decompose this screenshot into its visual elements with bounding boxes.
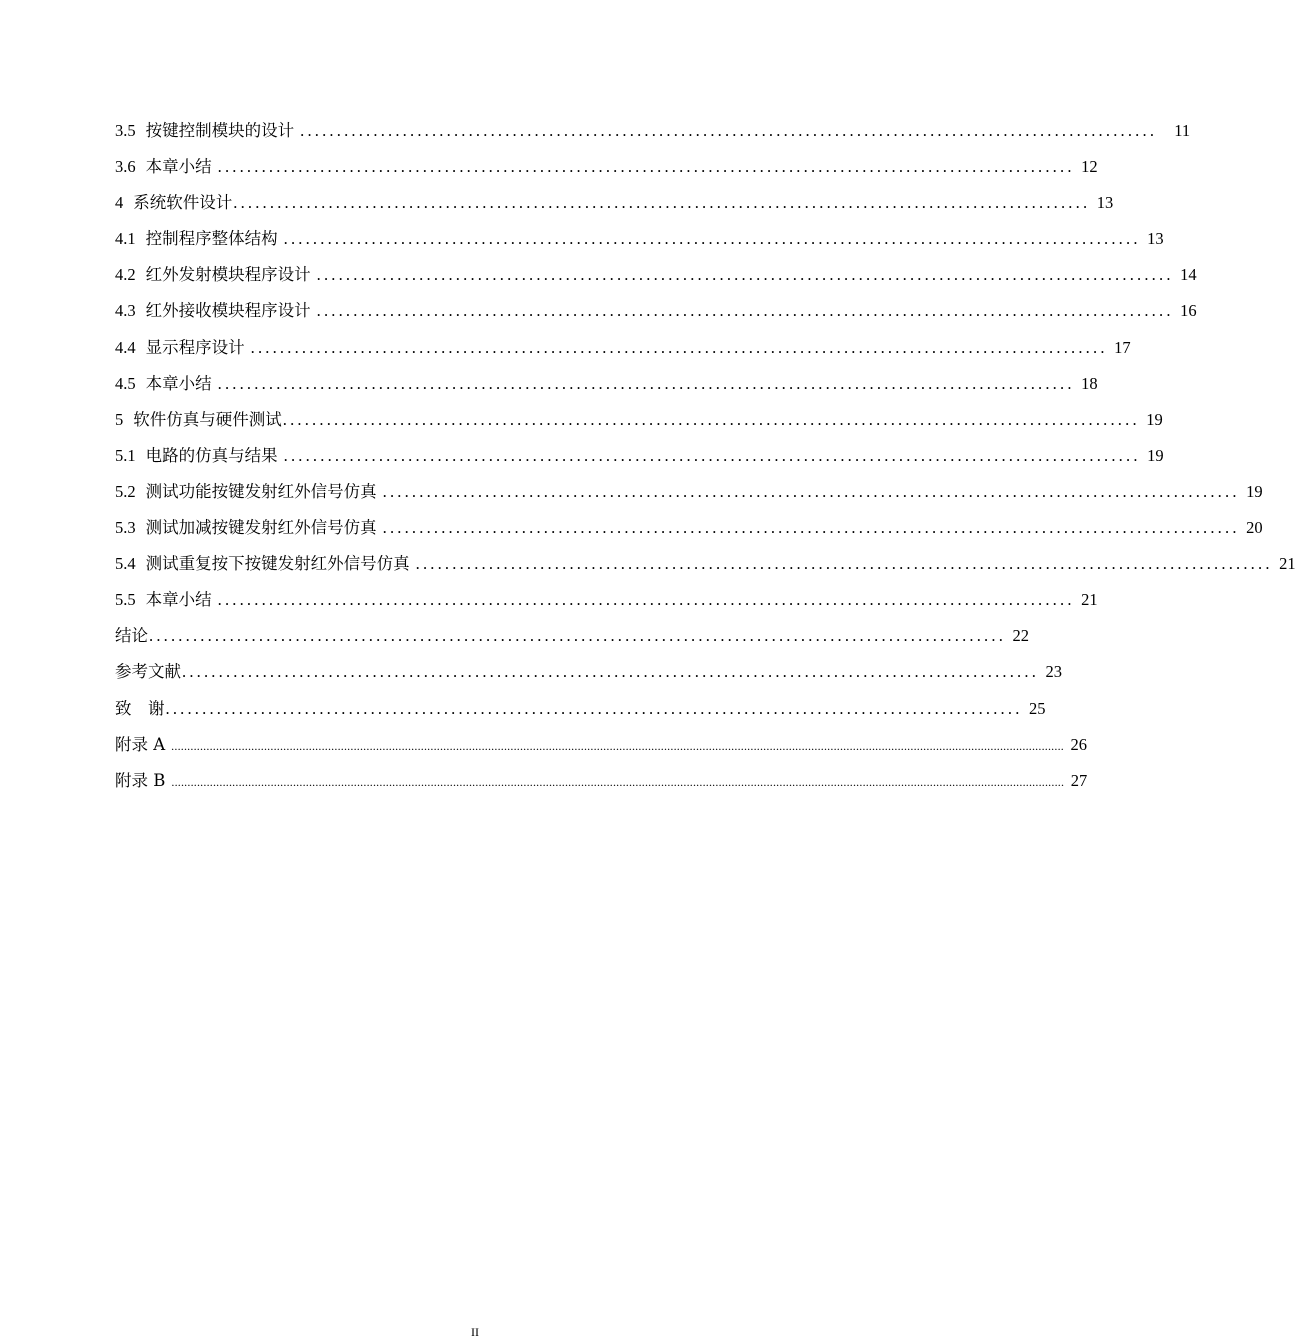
toc-dot-leader: ..................................................................................................................... <box>233 193 1091 213</box>
toc-entry-title: 附录 A <box>115 734 166 754</box>
toc-entry-title: 红外接收模块程序设计 <box>145 301 311 321</box>
toc-entry-number: 5.2 <box>115 481 136 501</box>
toc-entry-number: 5.5 <box>115 590 136 610</box>
toc-entry-page: 25 <box>1029 698 1046 718</box>
toc-entry-title: 本章小结 <box>145 373 212 393</box>
toc-entry-number: 4 <box>115 193 124 213</box>
toc-entry-page: 21 <box>1279 554 1296 574</box>
toc-entry-page: 17 <box>1114 337 1131 357</box>
toc-entry-page: 16 <box>1180 301 1197 321</box>
toc-entry-5-3[interactable] <box>115 515 1263 551</box>
toc-entry-4-1[interactable] <box>115 226 1164 262</box>
toc-entry-title: 结论 <box>115 626 148 646</box>
toc-entry-acknowledgements[interactable] <box>115 696 1046 732</box>
toc-entry-number: 4.1 <box>115 229 136 249</box>
toc-entry-5-1[interactable] <box>115 443 1164 479</box>
toc-entry-3-6[interactable] <box>115 154 1098 190</box>
toc-entry-page: 18 <box>1081 373 1098 393</box>
toc-entry-number: 5.3 <box>115 518 136 538</box>
toc-dot-leader: ..................................................................................................................... <box>300 121 1158 140</box>
toc-entry-number: 4.5 <box>115 373 136 393</box>
toc-dot-leader: ..................................................................................................................... <box>182 662 1040 682</box>
toc-entry-page: 11 <box>1174 121 1191 140</box>
toc-dot-leader: ..................................................................................................................... <box>282 409 1140 429</box>
toc-entry-page: 12 <box>1081 157 1098 177</box>
toc-dot-leader: ..................................................................................................................... <box>217 590 1075 610</box>
toc-dot-leader: ..................................................................................................................... <box>316 265 1174 285</box>
toc-dot-leader: ..................................................................................................................... <box>217 373 1075 393</box>
toc-entry-page: 14 <box>1180 265 1197 285</box>
toc-entry-5-5[interactable] <box>115 587 1098 623</box>
toc-entry-title: 本章小结 <box>145 157 212 177</box>
toc-entry-5-4[interactable] <box>115 551 1296 587</box>
toc-entry-number: 5 <box>115 409 124 429</box>
toc-entry-page: 21 <box>1081 590 1098 610</box>
toc-entry-page: 19 <box>1246 481 1263 501</box>
toc-entry-title: 控制程序整体结构 <box>145 229 278 249</box>
toc-entry-title: 测试功能按键发射红外信号仿真 <box>145 481 377 501</box>
toc-entry-title: 电路的仿真与结果 <box>145 445 278 465</box>
toc-dot-leader: ..................................................................................................................... <box>149 626 1007 646</box>
toc-dot-leader: ..................................................................................................................... <box>165 698 1023 718</box>
toc-entry-number: 5.1 <box>115 445 136 465</box>
toc-entry-title: 致 谢 <box>115 698 165 718</box>
toc-entry-number: 4.3 <box>115 301 136 321</box>
toc-dot-leader: ..................................................................................................................... <box>283 229 1141 249</box>
toc-entry-4[interactable] <box>115 190 1114 226</box>
toc-dot-leader: ..................................................................................................................... <box>382 481 1240 501</box>
toc-entry-page: 19 <box>1147 445 1164 465</box>
page-number: II <box>471 1325 479 1339</box>
toc-entry-3-5[interactable] <box>115 118 1191 154</box>
toc-entry-4-4[interactable] <box>115 335 1131 371</box>
toc-dot-leader: ..................................................................................................................... <box>415 554 1273 574</box>
toc-entry-title: 参考文献 <box>115 662 181 682</box>
toc-entry-title: 本章小结 <box>145 590 212 610</box>
toc-entry-title: 软件仿真与硬件测试 <box>133 409 282 429</box>
toc-dot-leader: ..................................................................................................................... <box>250 337 1108 357</box>
toc-entry-number: 4.2 <box>115 265 136 285</box>
toc-entry-title: 红外发射模块程序设计 <box>145 265 311 285</box>
toc-dot-leader: ..................................................................................................................... <box>316 301 1174 321</box>
toc-entry-page: 27 <box>1070 770 1088 790</box>
toc-entry-page: 22 <box>1012 626 1030 646</box>
toc-entry-page: 20 <box>1246 518 1263 538</box>
toc-entry-title: 测试加减按键发射红外信号仿真 <box>145 518 377 538</box>
toc-entry-4-2[interactable] <box>115 262 1197 298</box>
toc-entry-number: 3.5 <box>115 121 136 140</box>
toc-dot-leader: ..................................................................................................................... <box>283 445 1141 465</box>
toc-entry-page: 13 <box>1147 229 1164 249</box>
toc-entry-page: 23 <box>1045 662 1063 682</box>
toc-entry-number: 4.4 <box>115 337 136 357</box>
toc-entry-appendix-a[interactable] <box>115 732 1087 768</box>
toc-entry-page: 13 <box>1096 193 1114 213</box>
toc-entry-appendix-b[interactable] <box>115 768 1088 804</box>
toc-entry-number: 3.6 <box>115 157 136 177</box>
table-of-contents <box>115 118 1296 804</box>
toc-entry-title: 附录 B <box>115 770 166 790</box>
toc-entry-title: 显示程序设计 <box>145 337 245 357</box>
toc-entry-4-3[interactable] <box>115 298 1197 334</box>
toc-entry-references[interactable] <box>115 659 1063 695</box>
toc-entry-conclusion[interactable] <box>115 623 1030 659</box>
toc-entry-title: 按键控制模块的设计 <box>145 121 295 140</box>
toc-entry-page: 19 <box>1146 409 1163 429</box>
toc-dot-leader: ..................................................................................................................... <box>382 518 1240 538</box>
toc-dot-leader: ..................................................................................................................... <box>217 157 1075 177</box>
toc-entry-page: 26 <box>1070 734 1087 754</box>
toc-entry-number: 5.4 <box>115 554 136 574</box>
toc-entry-title: 系统软件设计 <box>133 193 233 213</box>
toc-entry-title: 测试重复按下按键发射红外信号仿真 <box>145 554 410 574</box>
toc-entry-5[interactable] <box>115 407 1163 443</box>
toc-entry-4-5[interactable] <box>115 371 1098 407</box>
toc-entry-5-2[interactable] <box>115 479 1263 515</box>
toc-dot-leader: ....................................................................................................................................................................................................................................................................................... <box>171 738 1064 753</box>
toc-dot-leader: ....................................................................................................................................................................................................................................................................................... <box>171 774 1065 789</box>
